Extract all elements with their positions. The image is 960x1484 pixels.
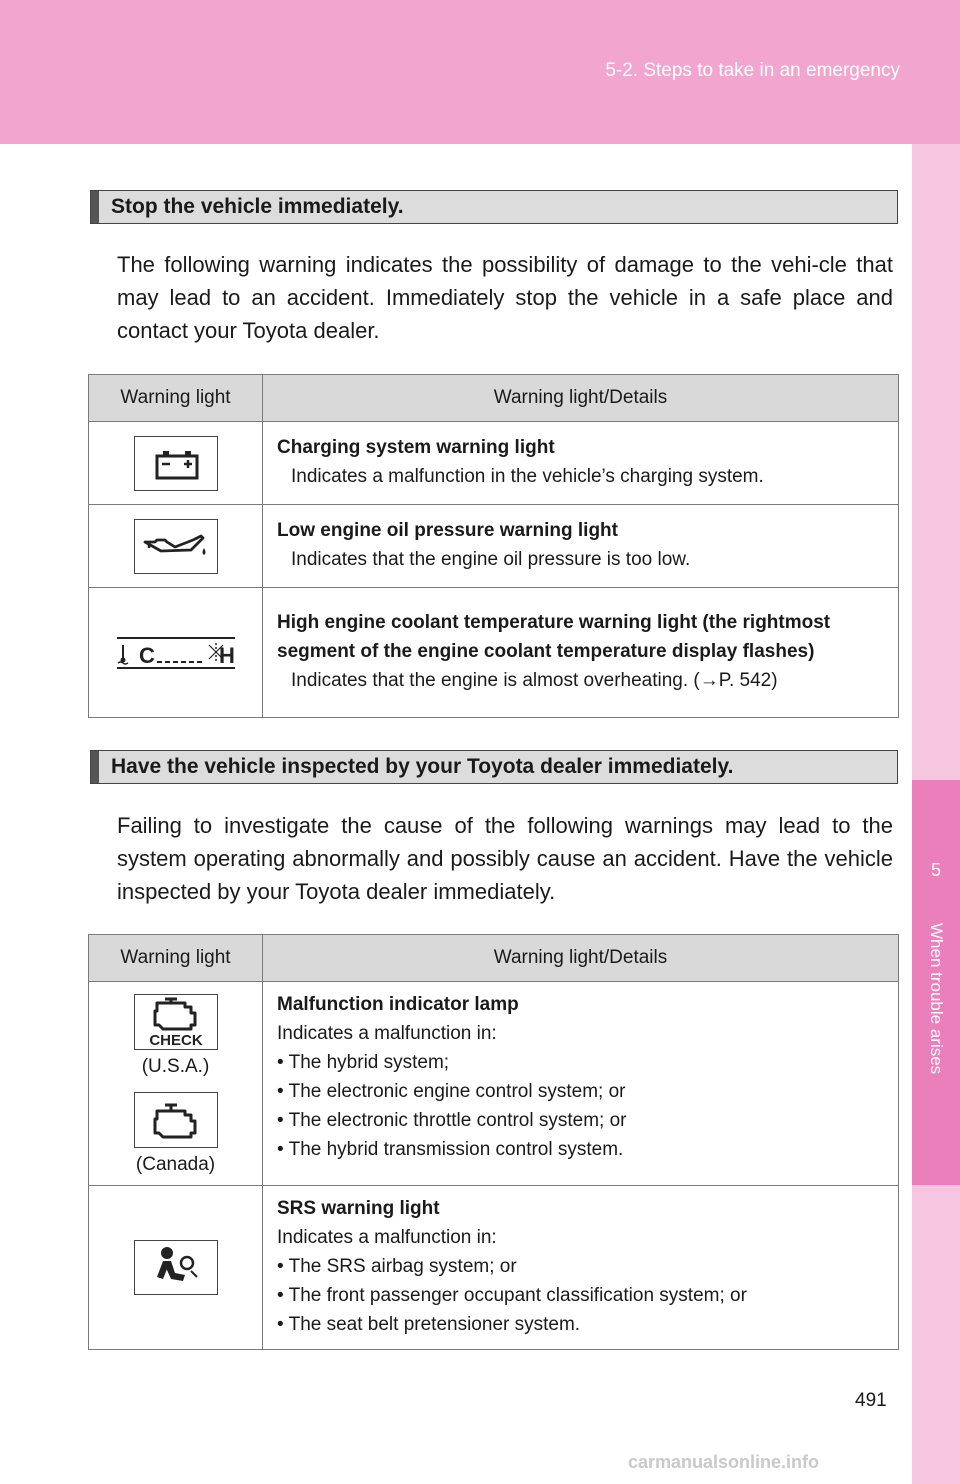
- icon-cell: [89, 422, 263, 505]
- coolant-temp-gauge-icon: [115, 637, 237, 669]
- list-item: • The electronic throttle control system; or: [277, 1110, 627, 1131]
- icon-cell: [89, 1186, 263, 1350]
- warning-table-2: [88, 934, 899, 1350]
- icon-cell: [89, 588, 263, 718]
- detail-cell: [263, 505, 899, 588]
- engine-icon: [134, 1092, 218, 1148]
- table-row: [89, 982, 899, 1186]
- heading-text: Stop the vehicle immediately.: [111, 195, 404, 218]
- warning-title: High engine coolant temperature warning light (the rightmost segment of the engine coolant temperature display flashes): [277, 612, 831, 662]
- warning-table-1: [88, 374, 899, 718]
- list-item: • The hybrid system;: [277, 1052, 450, 1073]
- warning-desc: Indicates a malfunction in the vehicle’s charging system.: [291, 466, 764, 487]
- warning-intro: Indicates a malfunction in:: [277, 1227, 497, 1248]
- warning-title: Charging system warning light: [277, 437, 555, 458]
- table-row: [89, 505, 899, 588]
- gauge-c-label: C: [138, 642, 155, 668]
- list-item: • The hybrid transmission control system.: [277, 1139, 624, 1160]
- warning-title: Low engine oil pressure warning light: [277, 520, 618, 541]
- detail-cell: [263, 588, 899, 718]
- detail-cell: [263, 422, 899, 505]
- warning-title: Malfunction indicator lamp: [277, 994, 519, 1015]
- list-item: • The electronic engine control system; or: [277, 1081, 626, 1102]
- heading-text: Have the vehicle inspected by your Toyota dealer immediately.: [111, 755, 734, 778]
- table-row: [89, 1186, 899, 1350]
- caption-canada: (Canada): [135, 1154, 216, 1175]
- list-item: • The front passenger occupant classification system; or: [277, 1285, 747, 1306]
- section-label: 5-2. Steps to take in an emergency: [605, 60, 900, 81]
- col-header-details: Warning light/Details: [263, 935, 899, 982]
- col-header-light: Warning light: [89, 375, 263, 422]
- battery-icon: [134, 436, 218, 491]
- table-row: [89, 588, 899, 718]
- col-header-light: Warning light: [89, 935, 263, 982]
- col-header-details: Warning light/Details: [263, 375, 899, 422]
- oil-can-icon: [134, 519, 218, 574]
- section1-paragraph: The following warning indicates the possibility of damage to the vehi-cle that may lead to an accident. Immediately stop the vehicle in a safe place and contact your Toyota dealer.: [117, 252, 893, 343]
- warning-intro: Indicates a malfunction in:: [277, 1023, 497, 1044]
- table-row: [89, 422, 899, 505]
- gauge-h-label: H: [218, 642, 235, 668]
- list-item: • The seat belt pretensioner system.: [277, 1314, 581, 1335]
- icon-cell: [89, 505, 263, 588]
- heading-bar: [91, 751, 99, 783]
- section2-paragraph: Failing to investigate the cause of the following warnings may lead to the system operating abnormally and possibly cause an accident. Have the vehicle inspected by your Toyota dealer immediately.: [117, 813, 893, 904]
- heading-bar: [91, 191, 99, 223]
- chapter-title: When trouble arises: [927, 923, 946, 1075]
- warning-desc: Indicates that the engine oil pressure is too low.: [291, 549, 691, 570]
- detail-cell: [263, 982, 899, 1186]
- warning-desc: Indicates that the engine is almost overheating. (→P. 542): [291, 670, 778, 691]
- table-header-row: [89, 935, 899, 982]
- list-item: • The SRS airbag system; or: [277, 1256, 517, 1277]
- check-label: CHECK: [148, 1032, 203, 1049]
- check-engine-icon: [134, 994, 218, 1050]
- watermark: carmanualsonline.info: [628, 1452, 820, 1472]
- table-header-row: [89, 375, 899, 422]
- section-heading-inspect: [90, 750, 898, 784]
- detail-cell: [263, 1186, 899, 1350]
- icon-cell: [89, 982, 263, 1186]
- srs-airbag-icon: [134, 1240, 218, 1295]
- section-heading-stop: [90, 190, 898, 224]
- chapter-number: 5: [930, 860, 941, 880]
- warning-title: SRS warning light: [277, 1198, 440, 1219]
- page-number: 491: [855, 1390, 887, 1411]
- caption-usa: (U.S.A.): [141, 1056, 210, 1077]
